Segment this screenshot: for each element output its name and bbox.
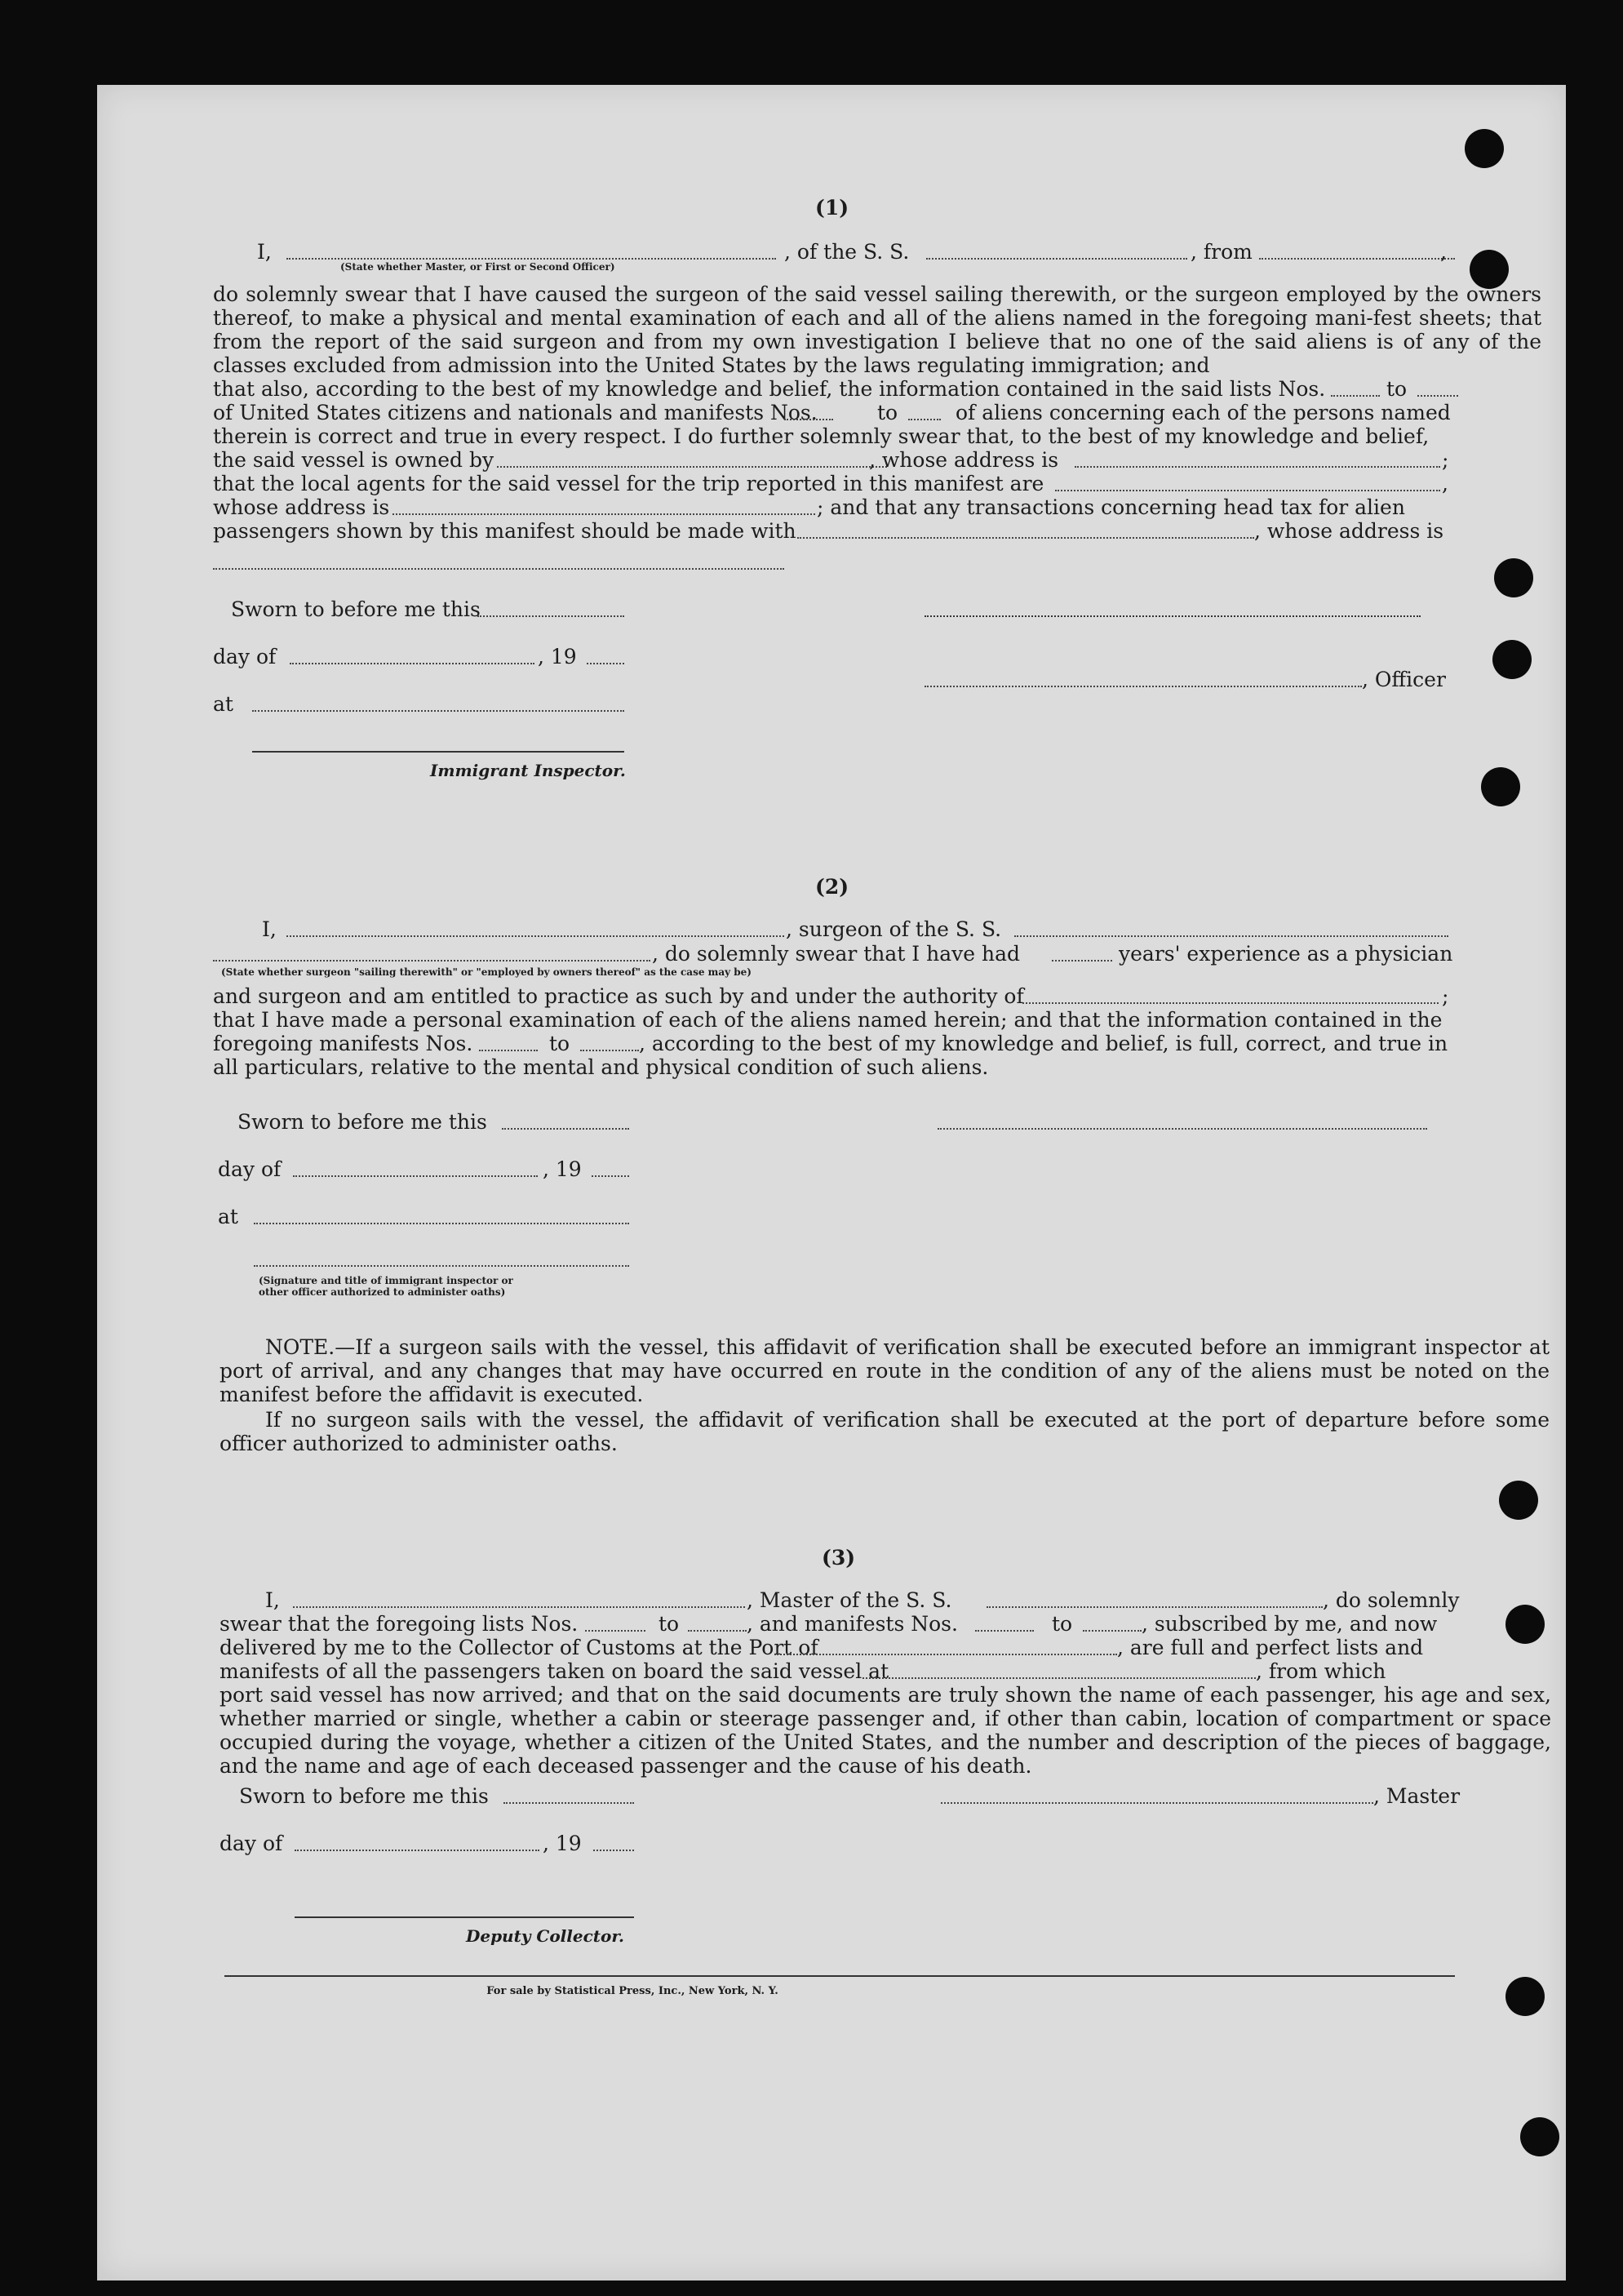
s1-lists-text: that also, according to the best of my knowledge and belief, the information contained in the said lists Nos. xyxy=(213,377,1326,401)
s3-manifests-text: , and manifests Nos. xyxy=(747,1612,958,1636)
s3-lists-to-field[interactable] xyxy=(688,1630,747,1632)
s1-inspector-caption: Immigrant Inspector. xyxy=(430,761,626,780)
s2-surgeon-type-field[interactable] xyxy=(213,960,650,961)
s2-manifests-text: foregoing manifests Nos. xyxy=(213,1032,473,1055)
s1-lists-to: to xyxy=(1386,377,1408,401)
s1-owned-text: the said vessel is owned by xyxy=(213,448,494,472)
section-3-number: (3) xyxy=(822,1546,856,1570)
s3-sworn-field[interactable] xyxy=(503,1802,634,1804)
punch-hole xyxy=(1494,558,1533,597)
s1-from-field[interactable] xyxy=(1259,258,1455,260)
s1-dayof-field[interactable] xyxy=(290,663,534,664)
s1-manifests-text-b: of aliens concerning each of the persons named xyxy=(956,401,1451,424)
s2-sworn-label: Sworn to before me this xyxy=(237,1110,487,1134)
s1-lists-to-field[interactable] xyxy=(1417,395,1458,397)
s1-manifests-from-field[interactable] xyxy=(784,419,833,420)
s1-agents-end: , xyxy=(1442,472,1448,495)
footer-text: For sale by Statistical Press, Inc., New York, N. Y. xyxy=(486,1985,778,1997)
s2-sworn-field[interactable] xyxy=(502,1128,629,1130)
s1-head-tax-party-field[interactable] xyxy=(797,537,1254,539)
s2-at-label: at xyxy=(218,1205,238,1228)
s2-manifests-to-field[interactable] xyxy=(580,1050,639,1051)
s1-sworn-field[interactable] xyxy=(477,615,624,617)
s3-year-field[interactable] xyxy=(593,1850,634,1851)
s3-port-field[interactable] xyxy=(774,1654,1117,1655)
s3-master-name-field[interactable] xyxy=(293,1606,745,1608)
s3-vessel-field[interactable] xyxy=(987,1606,1323,1608)
s1-officer-name-field[interactable] xyxy=(286,258,776,260)
s3-lists-to: to xyxy=(659,1612,680,1636)
s2-years-field[interactable] xyxy=(1052,960,1112,961)
s1-lists-from-field[interactable] xyxy=(1331,395,1380,397)
s2-vessel-field[interactable] xyxy=(1014,935,1448,937)
s2-exam-text: that I have made a personal examination of each of the aliens named herein; and that the information contained in the xyxy=(213,1008,1443,1032)
s2-authority-end: ; xyxy=(1442,984,1449,1008)
s2-swear-text: , do solemnly swear that I have had xyxy=(652,942,1021,966)
s1-paragraph: do solemnly swear that I have caused the surgeon of the said vessel sailing therewith, or the surgeon employed by the owners thereof, to make a physical and mental examination of each and all of the aliens named in the foregoing mani-fest sheets; that from the report of the said surgeon and from my own investigation I believe that no one of the said aliens is of any of the classes excluded from admission into the United States by the laws regulating immigration; and xyxy=(213,282,1541,377)
s2-inspector-signature-line[interactable] xyxy=(254,1265,629,1267)
s1-manifests-to-field[interactable] xyxy=(908,419,941,420)
s1-year-field[interactable] xyxy=(587,663,624,664)
s3-manifests-board-text: manifests of all the passengers taken on board the said vessel at xyxy=(220,1659,889,1683)
s2-sig-note-2: other officer authorized to administer oaths) xyxy=(259,1286,506,1298)
s3-sworn-label: Sworn to before me this xyxy=(239,1784,489,1808)
s1-officer-label: , Officer xyxy=(1362,668,1446,691)
footer-rule xyxy=(224,1975,1455,1977)
s1-officer-title-line[interactable] xyxy=(925,686,1362,687)
s2-manifests-to: to xyxy=(549,1032,570,1055)
s1-comma: , xyxy=(1440,240,1447,264)
s3-collector-signature-line[interactable] xyxy=(295,1916,634,1918)
s1-dayof-label: day of xyxy=(213,645,277,668)
punch-hole xyxy=(1499,1481,1538,1520)
s3-master-label: , Master xyxy=(1373,1784,1461,1808)
s3-manifests-to-field[interactable] xyxy=(1083,1630,1142,1632)
s3-lists-text: swear that the foregoing lists Nos. xyxy=(220,1612,579,1636)
s1-owned-end: ; xyxy=(1442,448,1449,472)
punch-hole xyxy=(1505,1977,1545,2016)
s1-head-address-label: , whose address is xyxy=(1254,519,1444,543)
s3-dayof-label: day of xyxy=(220,1832,283,1855)
s3-i: I, xyxy=(265,1588,280,1612)
note-text: —If a surgeon sails with the vessel, this affidavit of verification shall be executed before an immigrant inspector at port of arrival, and any changes that may have occurred en route in the condition of any of the aliens must be noted on the manifest before the affidavit is executed. xyxy=(220,1335,1550,1406)
s3-subscribed-text: , subscribed by me, and now xyxy=(1142,1612,1438,1636)
s1-manifests-text: of United States citizens and nationals and manifests Nos. xyxy=(213,401,818,424)
s1-inspector-signature-line[interactable] xyxy=(252,751,624,753)
s3-year-label: , 19 xyxy=(543,1832,582,1855)
punch-hole xyxy=(1520,2117,1559,2156)
punch-hole xyxy=(1492,640,1532,679)
s1-headtax-text: ; and that any transactions concerning head tax for alien xyxy=(817,495,1405,519)
s2-particulars-text: all particulars, relative to the mental and physical condition of such aliens. xyxy=(213,1055,989,1079)
s3-dayof-field[interactable] xyxy=(295,1850,539,1851)
s2-surgeon-note: (State whether surgeon "sailing therewith" or "employed by owners thereof" as the case may be) xyxy=(221,966,752,978)
s1-of-ss: , of the S. S. xyxy=(784,240,910,264)
s1-year-label: , 19 xyxy=(538,645,577,668)
s1-officer-note: (State whether Master, or First or Second Officer) xyxy=(340,261,615,273)
s1-officer-signature-line[interactable] xyxy=(925,615,1421,617)
s2-dayof-label: day of xyxy=(218,1157,282,1181)
s1-sworn-label: Sworn to before me this xyxy=(231,597,481,621)
s2-dayof-field[interactable] xyxy=(293,1175,538,1177)
s3-solemnly: , do solemnly xyxy=(1323,1588,1460,1612)
s3-lists-from-field[interactable] xyxy=(585,1630,645,1632)
s2-manifests-from-field[interactable] xyxy=(479,1050,538,1051)
s3-departure-port-field[interactable] xyxy=(862,1677,1256,1679)
punch-hole xyxy=(1505,1605,1545,1644)
s2-authority-text: and surgeon and am entitled to practice as such by and under the authority of xyxy=(213,984,1024,1008)
form-page xyxy=(97,85,1566,2280)
s1-from: , from xyxy=(1191,240,1253,264)
section-2-number: (2) xyxy=(815,875,849,899)
s3-collector-caption: Deputy Collector. xyxy=(466,1926,625,1946)
s2-manifests-text-b: , according to the best of my knowledge and belief, is full, correct, and true in xyxy=(639,1032,1448,1055)
note-label: NOTE. xyxy=(265,1335,335,1359)
s3-from-which-text: , from which xyxy=(1256,1659,1386,1683)
s2-years-text: years' experience as a physician xyxy=(1119,942,1453,966)
s2-sig-note-1: (Signature and title of immigrant inspector or xyxy=(259,1275,513,1286)
s1-correct-text: therein is correct and true in every respect. I do further solemnly swear that, to the best of my knowledge and belief, xyxy=(213,424,1430,448)
s2-authority-field[interactable] xyxy=(1022,1002,1439,1004)
s1-vessel-field[interactable] xyxy=(926,258,1187,260)
note-paragraph-1 xyxy=(220,1335,1550,1406)
s1-head-address-field[interactable] xyxy=(213,568,784,570)
s2-surgeon-of-ss: , surgeon of the S. S. xyxy=(786,917,1002,941)
s1-agents-field[interactable] xyxy=(1055,490,1440,491)
section-1-number: (1) xyxy=(815,196,849,220)
s1-i: I, xyxy=(257,240,272,264)
s1-addr-text: whose address is xyxy=(213,495,390,519)
s1-owner-address-label: , whose address is xyxy=(869,448,1059,472)
s1-owner-address-field[interactable] xyxy=(1075,466,1440,468)
punch-hole xyxy=(1465,129,1504,168)
punch-hole xyxy=(1481,767,1520,806)
s2-year-field[interactable] xyxy=(592,1175,629,1177)
s1-at-field[interactable] xyxy=(252,710,624,712)
s1-agents-text: that the local agents for the said vessel for the trip reported in this manifest are xyxy=(213,472,1044,495)
s1-at-label: at xyxy=(213,692,233,716)
s1-owner-field[interactable] xyxy=(497,466,887,468)
s3-collector-text: delivered by me to the Collector of Customs at the Port of xyxy=(220,1636,818,1659)
s2-surgeon-name-field[interactable] xyxy=(286,935,784,937)
s2-at-field[interactable] xyxy=(254,1223,629,1224)
s3-manifests-to: to xyxy=(1052,1612,1073,1636)
s2-i: I, xyxy=(262,917,277,941)
s2-year-label: , 19 xyxy=(543,1157,582,1181)
s2-surgeon-signature-line[interactable] xyxy=(938,1128,1427,1130)
s3-master-signature-line[interactable] xyxy=(941,1802,1373,1804)
note-paragraph-2: If no surgeon sails with the vessel, the affidavit of verification shall be executed at the port of departure before some officer authorized to administer oaths. xyxy=(220,1408,1550,1455)
s3-paragraph: port said vessel has now arrived; and that on the said documents are truly shown the name of each passenger, his age and sex, whether married or single, whether a cabin or steerage passenger and, if other than cabin, location of compartment or space occupied during the voyage, whether a citizen of the United States, and the number and description of the pieces of baggage, and the name and age of each deceased passenger and the cause of his death. xyxy=(220,1683,1551,1778)
s3-master-of-ss: , Master of the S. S. xyxy=(747,1588,952,1612)
s1-agents-address-field[interactable] xyxy=(392,513,815,515)
s1-manifests-to: to xyxy=(877,401,898,424)
s3-manifests-from-field[interactable] xyxy=(975,1630,1034,1632)
s1-head-text: passengers shown by this manifest should be made with xyxy=(213,519,796,543)
s3-full-lists-text: , are full and perfect lists and xyxy=(1117,1636,1424,1659)
